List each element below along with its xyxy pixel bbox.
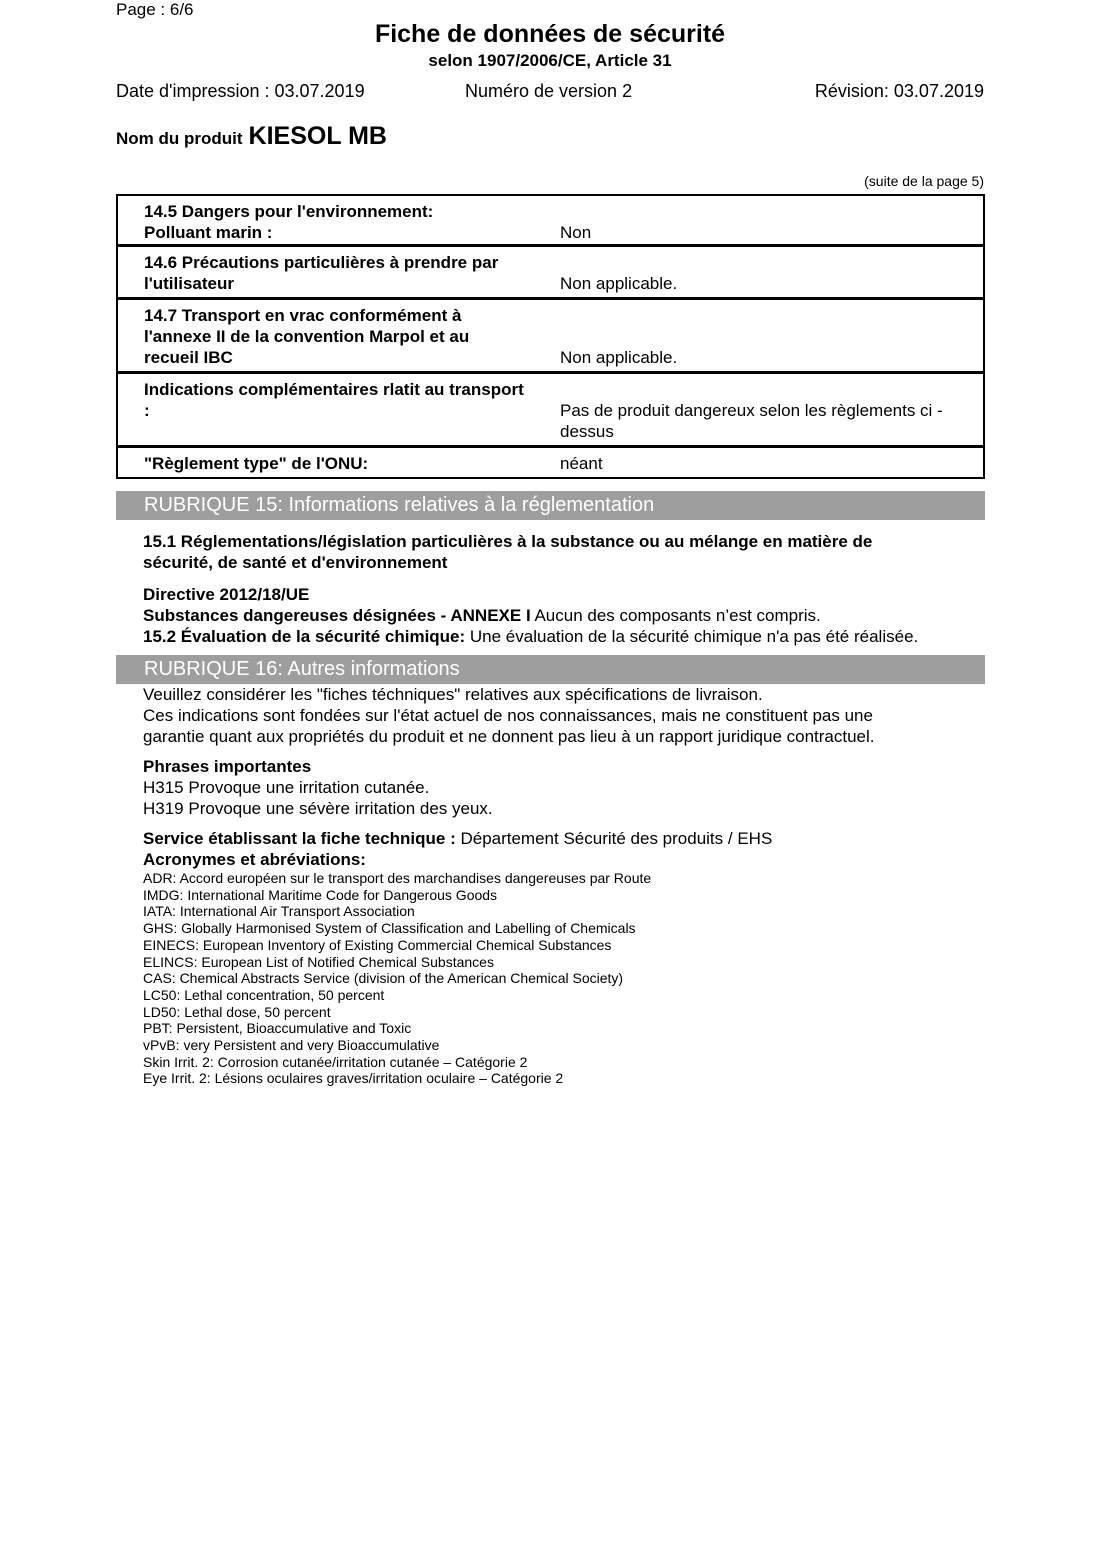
- row-value: Pas de produit dangereux selon les règlements ci - dessus: [560, 401, 943, 441]
- row-label: 14.5 Dangers pour l'environnement: Polluant marin :: [144, 202, 434, 242]
- service-line: [143, 828, 772, 849]
- section-16-paragraph: Veuillez considérer les "fiches téchniques" relatives aux spécifications de livraison. Ces indications sont fondées sur l'état actuel de nos connaissances, mais ne constituent pas une garantie quant aux propriétés du produit et ne donnent pas lieu à un rapport juridique contractuel.: [143, 685, 875, 746]
- section-16-heading: RUBRIQUE 16: Autres informations: [116, 655, 985, 684]
- table-row: [116, 299, 985, 373]
- transport-table: [116, 194, 985, 479]
- section-15-heading: RUBRIQUE 15: Informations relatives à la réglementation: [116, 491, 985, 520]
- list-item: IATA: International Air Transport Association: [143, 903, 415, 920]
- section-15-1-title: 15.1 Réglementations/législation particulières à la substance ou au mélange en matière de sécurité, de santé et d'environnement: [143, 532, 873, 572]
- section-15-2-value: Une évaluation de la sécurité chimique n'a pas été réalisée.: [465, 627, 919, 646]
- row-value: Non applicable.: [560, 274, 678, 293]
- document-subtitle: selon 1907/2006/CE, Article 31: [428, 51, 672, 70]
- list-item: Eye Irrit. 2: Lésions oculaires graves/irritation oculaire – Catégorie 2: [143, 1070, 564, 1087]
- acronyms-heading: Acronymes et abréviations:: [143, 850, 366, 869]
- phrases-block: [143, 756, 493, 819]
- revision-date: Révision: 03.07.2019: [814, 81, 984, 101]
- row-label: Indications complémentaires rlatit au transport :: [144, 380, 524, 420]
- row-value: néant: [560, 454, 603, 473]
- substances-line: [143, 605, 821, 626]
- row-value: Non applicable.: [560, 348, 678, 367]
- list-item: PBT: Persistent, Bioaccumulative and Toxic: [143, 1020, 412, 1037]
- section-15-2-label: 15.2 Évaluation de la sécurité chimique:: [143, 627, 466, 646]
- substances-label: Substances dangereuses désignées - ANNEXE I: [143, 606, 531, 625]
- directive: Directive 2012/18/UE: [143, 585, 310, 604]
- list-item: ADR: Accord européen sur le transport des marchandises dangereuses par Route: [143, 870, 652, 886]
- acronyms-list: [143, 870, 651, 1087]
- table-row: [116, 194, 985, 246]
- table-row: [116, 246, 985, 299]
- continued-note: (suite de la page 5): [864, 173, 984, 189]
- page-number: Page : 6/6: [116, 0, 194, 19]
- list-item: LC50: Lethal concentration, 50 percent: [143, 986, 385, 1003]
- substances-value: Aucun des composants n’est compris.: [530, 606, 821, 625]
- product-label: Nom du produit: [116, 129, 243, 148]
- row-value: Non: [560, 223, 592, 242]
- product-name: KIESOL MB: [248, 122, 387, 150]
- list-item: vPvB: very Persistent and very Bioaccumulative: [143, 1037, 440, 1054]
- list-item: LD50: Lethal dose, 50 percent: [143, 1003, 331, 1020]
- row-label: 14.6 Précautions particulières à prendre par l'utilisateur: [144, 253, 499, 293]
- list-item: IMDG: International Maritime Code for Dangerous Goods: [143, 886, 498, 903]
- list-item: Skin Irrit. 2: Corrosion cutanée/irritation cutanée – Catégorie 2: [143, 1053, 528, 1070]
- service-value: Département Sécurité des produits / EHS: [455, 829, 773, 848]
- phrase-item: H315 Provoque une irritation cutanée.: [143, 778, 430, 797]
- product-line: [116, 122, 387, 151]
- print-date: Date d'impression : 03.07.2019: [116, 81, 365, 101]
- version-number: Numéro de version 2: [465, 81, 633, 101]
- service-label: Service établissant la fiche technique :: [143, 829, 456, 848]
- table-row: [116, 373, 985, 447]
- list-item: ELINCS: European List of Notified Chemical Substances: [143, 953, 494, 970]
- section-15-2-line: [143, 626, 918, 647]
- table-row: [116, 447, 985, 479]
- phrases-heading: Phrases importantes: [143, 757, 312, 776]
- row-label: "Règlement type" de l'ONU:: [144, 454, 369, 473]
- phrase-item: H319 Provoque une sévère irritation des yeux.: [143, 799, 493, 818]
- document-title: Fiche de données de sécurité: [374, 20, 726, 48]
- row-label: 14.7 Transport en vrac conformément à l'annexe II de la convention Marpol et au recueil IBC: [144, 306, 470, 367]
- list-item: CAS: Chemical Abstracts Service (division of the American Chemical Society): [143, 970, 624, 987]
- list-item: GHS: Globally Harmonised System of Classification and Labelling of Chemicals: [143, 920, 636, 937]
- list-item: EINECS: European Inventory of Existing Commercial Chemical Substances: [143, 936, 612, 953]
